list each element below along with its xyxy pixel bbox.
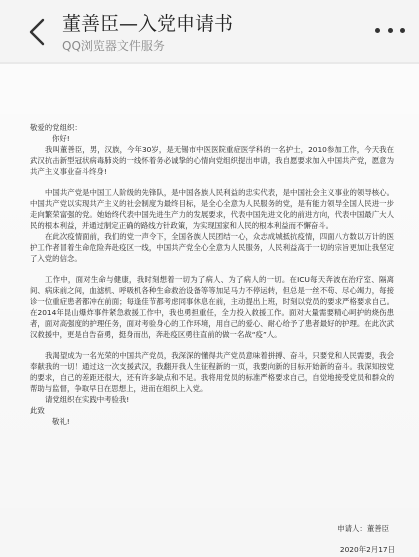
date: 2020年2月17日 [339, 545, 395, 554]
paragraph: 我叫董善臣，男，汉族，今年30岁，是无锡市中医医院重症医学科的一名护士，2010参加工作，今天我在武汉抗击新型冠状病毒肺炎的一线怀着务必诚挚的心情向党组织提出申请，我自愿要求加入中国共产党，愿意为共产主义事业奋斗终身! [30, 145, 394, 176]
more-dot-icon [375, 28, 380, 33]
more-options-button[interactable] [375, 18, 405, 42]
closing-salute: 敬礼! [52, 417, 70, 426]
title-bar [0, 0, 419, 62]
paragraph: 我渴望成为一名光荣的中国共产党员，我深深的懂得共产党员意味着拼搏、奋斗，只要党和人民需要，我会奉献我的一切！通过这一次支援武汉，我翻开我人生征程新的一页，我要向新的目标开始新的奋斗。我深知按党的要求，自己的差距还很大，还有许多缺点和不足。我将用党员的标准严格要求自己，自觉地接受党员和群众的帮助与监督，争取早日在思想上，进而在组织上入党。 [30, 351, 394, 393]
paragraph: 中国共产党是中国工人阶级的先锋队，是中国各族人民利益的忠实代表，是中国社会主义事业的领导核心。中国共产党以实现共产主义的社会制度为最终目标，是全心全意为人民服务的党，是有能力领导全国人民进一步走向繁荣富强的党。她始终代表中国先进生产力的发展要求，代表中国先进文化的前进方向，代表中国最广大人民的根本利益，并通过制定正确的路线方针政策，为实现国家和人民的根本利益而不懈奋斗。 [30, 188, 394, 230]
document-source: QQ浏览器文件服务 [62, 39, 165, 53]
document-page [0, 64, 419, 557]
letter-body [30, 122, 394, 427]
more-dot-icon [388, 28, 393, 33]
greeting: 你好! [52, 134, 70, 143]
salutation: 敬爱的党组织： [30, 123, 82, 132]
paragraph: 请党组织在实践中考验我! [45, 395, 130, 404]
more-dot-icon [400, 28, 405, 33]
document-title: 董善臣—入党申请书 [62, 13, 234, 35]
paragraph: 在此次疫情面前，我们的党一声令下，全国各族人民团结一心，众志成城抵抗疫情，四面八方数以万计的医护工作者冒着生命危险奔赴疫区一线，中国共产党全心全意为人民服务，人民利益高于一切的宗旨更加让我坚定了入党的信念。 [30, 232, 394, 263]
chevron-left-icon [27, 17, 47, 47]
back-button[interactable] [22, 17, 52, 47]
signature: 申请人：董善臣 [337, 524, 389, 533]
paragraph: 工作中，面对生命与健康，我时刻想着一切为了病人、为了病人的一切。在ICU每天奔波在治疗室、隔离间、病床前之间，血滤机、呼吸机各种生命救治设备等等加足马力不停运转，但总是一丝不苟、尽心竭力，每接诊一位重症患者都冲在前面；每逢佳节都考虑同事休息在前，主动提出上班，时刻以党员的要求严格要求自己。在2014年昆山爆炸事件紧急救援工作中，我也勇担重任，全力投入救援工作。面对大量需要精心呵护的烧伤患者，面对高强度的护理任务，面对考验身心的工作环境，用自己的爱心、耐心给予了患者最好的护理。在此次武汉救援中，更是自告奋勇，挺身而出，奔赴疫区勇往直前的做一名战“疫”人。 [30, 275, 394, 339]
closing-line: 此致 [30, 406, 45, 415]
